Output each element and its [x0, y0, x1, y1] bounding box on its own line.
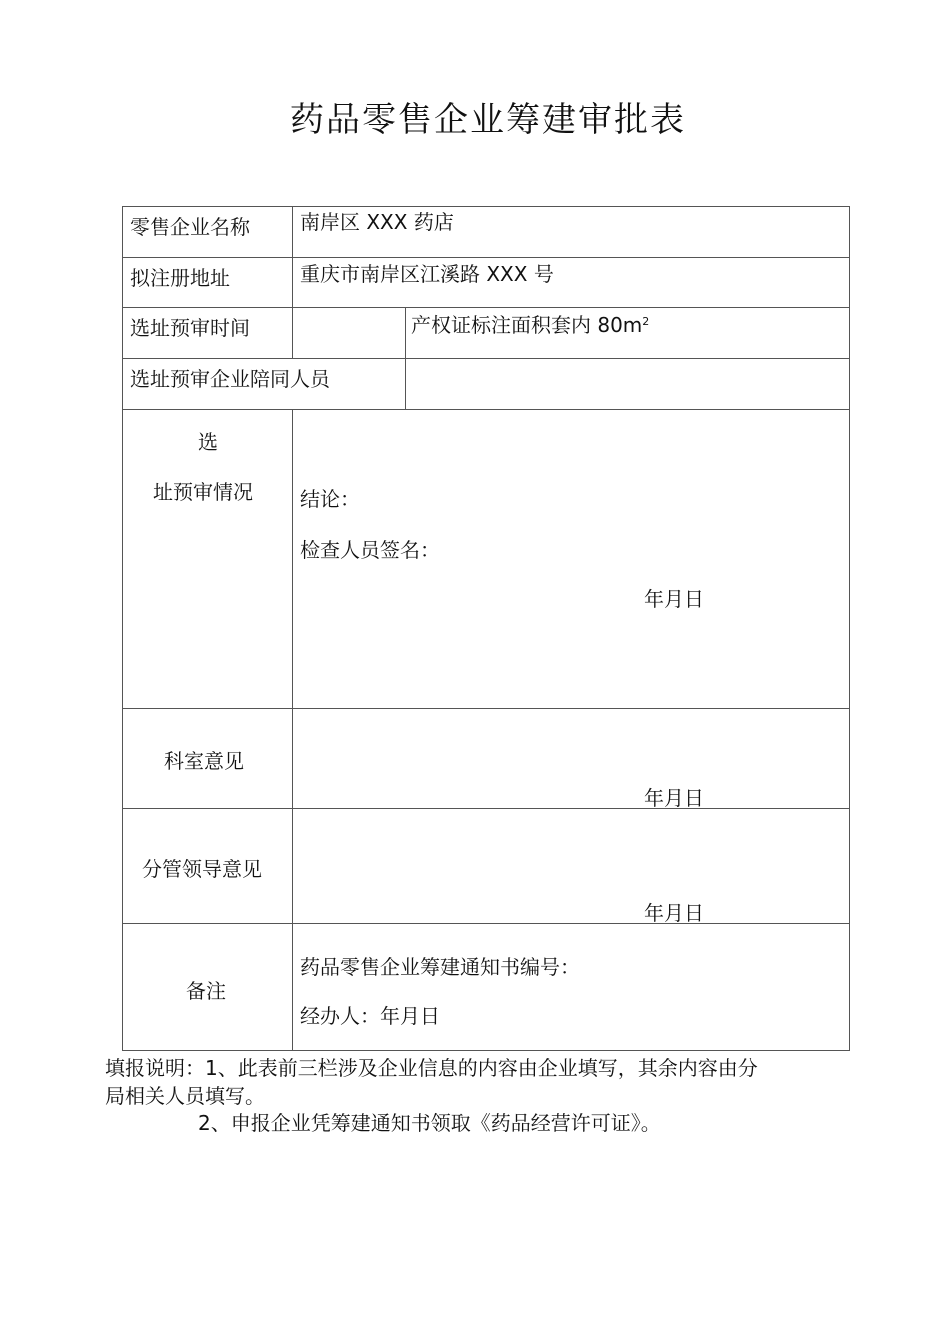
row-divider [123, 257, 849, 258]
column-divider [405, 308, 406, 409]
row-divider [123, 409, 849, 410]
conclusion-label: 结论： [300, 487, 360, 511]
site-review-label-line2: 址预审情况 [153, 480, 253, 504]
notice-number-label: 药品零售企业筹建通知书编号： [300, 955, 580, 979]
company-name-label: 零售企业名称 [130, 215, 250, 239]
address-value: 重庆市南岸区江溪路 XXX 号 [300, 262, 554, 286]
area-value [411, 313, 649, 337]
notes-line-3: 2、申报企业凭筹建通知书领取《药品经营许可证》。 [198, 1111, 661, 1135]
row-divider [123, 923, 849, 924]
area-text: 产权证标注面积套内 80m [411, 313, 643, 337]
remarks-label: 备注 [186, 979, 226, 1003]
leader-opinion-label: 分管领导意见 [142, 857, 262, 881]
site-review-date: 年月日 [644, 587, 704, 611]
address-label: 拟注册地址 [130, 266, 230, 290]
row-divider [123, 808, 849, 809]
column-divider [292, 207, 293, 359]
column-divider [292, 409, 293, 1051]
company-name-value: 南岸区 XXX 药店 [300, 210, 454, 234]
notes-line-2: 局相关人员填写。 [105, 1084, 265, 1108]
leader-opinion-date: 年月日 [644, 901, 704, 925]
row-divider [123, 358, 849, 359]
handler-label: 经办人：年月日 [300, 1004, 440, 1028]
dept-opinion-date: 年月日 [644, 786, 704, 810]
row-divider [123, 307, 849, 308]
notes-line-1: 填报说明：1、此表前三栏涉及企业信息的内容由企业填写，其余内容由分 [105, 1056, 758, 1080]
escort-label: 选址预审企业陪同人员 [130, 367, 330, 391]
site-review-label-line1: 选 [198, 430, 218, 454]
row-divider [123, 708, 849, 709]
dept-opinion-label: 科室意见 [164, 749, 244, 773]
approval-form-table [122, 206, 850, 1051]
inspector-sign-label: 检查人员签名： [300, 538, 440, 562]
area-superscript: 2 [642, 315, 650, 328]
pre-review-time-label: 选址预审时间 [130, 316, 250, 340]
document-title: 药品零售企业筹建审批表 [290, 100, 686, 140]
